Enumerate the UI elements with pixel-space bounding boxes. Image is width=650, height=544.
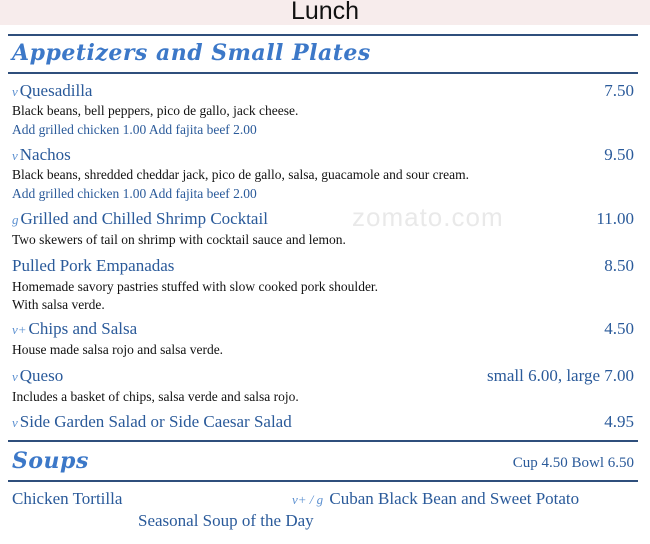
section-divider (8, 480, 638, 482)
soup-item (12, 489, 122, 509)
item-name: Cuban Black Bean and Sweet Potato (329, 489, 580, 508)
item-price: 9.50 (604, 145, 634, 164)
diet-icon: v (12, 148, 18, 163)
diet-icon: v (12, 369, 18, 384)
item-price: 7.50 (604, 81, 634, 100)
item-description: Two skewers of tail on shrimp with cocktail sauce and lemon. (12, 232, 346, 247)
section-divider (8, 440, 638, 442)
page-title: Lunch (290, 0, 360, 25)
diet-icon: v (12, 84, 18, 99)
section-title-appetizers: Appetizers and Small Plates (12, 40, 371, 66)
diet-icon: v (12, 415, 18, 430)
item-description: With salsa verde. (12, 297, 105, 312)
section-divider (8, 72, 638, 74)
soup-item (138, 511, 314, 531)
section-divider (8, 34, 638, 36)
item-description: Black beans, bell peppers, pico de gallo, jack cheese. (12, 103, 299, 118)
diet-icon: v+ (12, 322, 27, 337)
item-name: Seasonal Soup of the Day (138, 511, 314, 530)
item-addon: Add grilled chicken 1.00 Add fajita beef 2.00 (12, 186, 257, 201)
soup-item (292, 489, 579, 509)
item-description: Includes a basket of chips, salsa verde and salsa rojo. (12, 389, 299, 404)
item-description: Homemade savory pastries stuffed with slow cooked pork shoulder. (12, 279, 379, 294)
item-price: small 6.00, large 7.00 (487, 366, 634, 385)
section-title-soups: Soups (12, 448, 89, 474)
item-price: 4.50 (604, 319, 634, 338)
item-description: House made salsa rojo and salsa verde. (12, 342, 224, 357)
item-name: Side Garden Salad or Side Caesar Salad (19, 412, 292, 431)
item-price: 4.95 (604, 412, 634, 431)
item-name: Pulled Pork Empanadas (12, 256, 175, 275)
item-name: Chicken Tortilla (12, 489, 123, 508)
item-name: Queso (19, 366, 64, 385)
diet-icon: g (12, 212, 19, 227)
soup-price: Cup 4.50 Bowl 6.50 (512, 455, 634, 471)
item-name: Chips and Salsa (28, 319, 138, 338)
item-price: 11.00 (596, 209, 634, 228)
item-price: 8.50 (604, 256, 634, 275)
item-name: Quesadilla (19, 81, 93, 100)
diet-icon: v+ / g (292, 492, 324, 507)
watermark: zomato.com (352, 202, 504, 232)
item-addon: Add grilled chicken 1.00 Add fajita beef 2.00 (12, 122, 257, 137)
item-description: Black beans, shredded cheddar jack, pico de gallo, salsa, guacamole and sour cream. (12, 167, 469, 182)
item-name: Grilled and Chilled Shrimp Cocktail (20, 209, 268, 228)
item-name: Nachos (19, 145, 71, 164)
